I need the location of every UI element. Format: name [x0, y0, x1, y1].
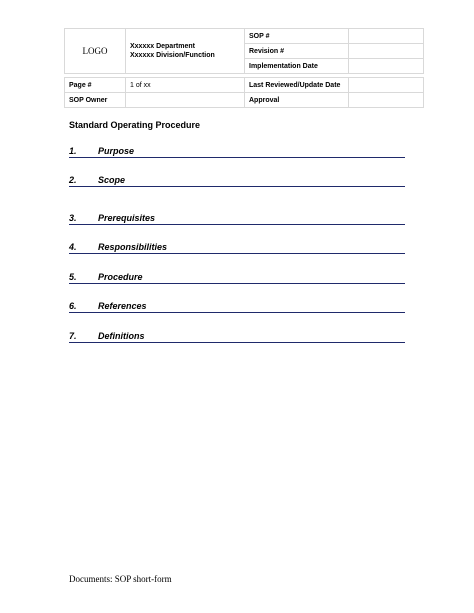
section-number: 1. — [69, 146, 77, 156]
section-references — [69, 300, 405, 313]
logo-placeholder: LOGO — [65, 29, 126, 74]
division-name: Xxxxxx Division/Function — [130, 52, 215, 59]
department-name: Xxxxxx Department — [130, 43, 195, 50]
implementation-date-label: Implementation Date — [245, 59, 349, 74]
page-number-value: 1 of xx — [126, 78, 245, 93]
document-title: Standard Operating Procedure — [69, 120, 201, 130]
page-footer: Documents: SOP short-form — [69, 574, 172, 584]
section-label: Prerequisites — [98, 213, 156, 223]
sop-number-value — [349, 29, 424, 44]
section-label: Definitions — [98, 331, 145, 341]
sop-owner-label: SOP Owner — [65, 93, 126, 108]
section-scope — [69, 174, 405, 187]
sop-number-label: SOP # — [245, 29, 349, 44]
section-number: 6. — [69, 301, 77, 311]
sop-header-table — [64, 28, 424, 108]
approval-value — [349, 93, 424, 108]
section-definitions — [69, 330, 405, 343]
section-number: 3. — [69, 213, 77, 223]
section-label: Procedure — [98, 272, 143, 282]
implementation-date-value — [349, 59, 424, 74]
section-label: References — [98, 301, 147, 311]
section-purpose — [69, 145, 405, 158]
section-label: Responsibilities — [98, 242, 168, 252]
section-procedure — [69, 271, 405, 284]
page-number-label: Page # — [65, 78, 126, 93]
section-number: 7. — [69, 331, 77, 341]
revision-label: Revision # — [245, 44, 349, 59]
section-number: 4. — [69, 242, 77, 252]
sop-owner-value — [126, 93, 245, 108]
section-responsibilities — [69, 241, 405, 254]
approval-label: Approval — [245, 93, 349, 108]
department-info — [126, 29, 245, 74]
section-prerequisites — [69, 212, 405, 225]
section-number: 2. — [69, 175, 77, 185]
section-number: 5. — [69, 272, 77, 282]
section-label: Purpose — [98, 146, 135, 156]
last-reviewed-value — [349, 78, 424, 93]
last-reviewed-label: Last Reviewed/Update Date — [245, 78, 349, 93]
revision-value — [349, 44, 424, 59]
section-label: Scope — [98, 175, 126, 185]
